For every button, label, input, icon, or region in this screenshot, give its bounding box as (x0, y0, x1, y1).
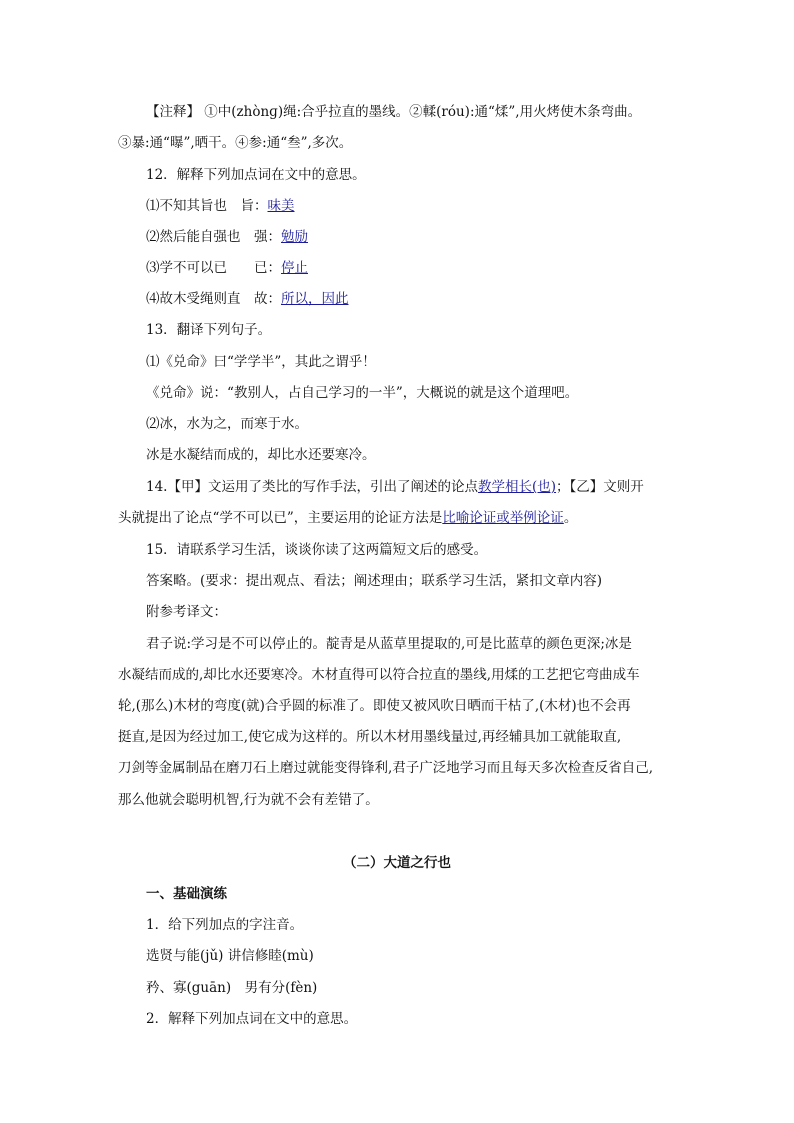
q13-answer-2: 冰是水凝结而成的，却比水还要寒冷。 (146, 447, 376, 463)
s2-q2-title: 2．解释下列加点词在文中的意思。 (146, 1011, 358, 1027)
q15-title: 15．请联系学习生活，谈谈你读了这两篇短文后的感受。 (146, 542, 488, 558)
q12-answer-4: 所以，因此 (281, 291, 349, 307)
note-label: 【注释】 (146, 104, 200, 120)
q15-answer: 答案略。(要求：提出观点、看法；阐述理由；联系学习生活，紧扣文章内容) (146, 573, 603, 589)
section-subtitle: 一、基础演练 (146, 886, 227, 902)
translation-line-6: 那么他就会聪明机智,行为就不会有差错了。 (118, 792, 379, 808)
q12-item-3: ⑶学不可以已 已：停止 (146, 260, 308, 276)
q14-answer-2: 比喻论证或举例论证 (442, 510, 564, 526)
q12-answer-2: 勉励 (281, 229, 308, 245)
translation-line-2: 水凝结而成的,却比水还要寒冷。木材直得可以符合拉直的墨线,用煣的工艺把它弯曲成车 (118, 667, 640, 683)
q12-item-1: ⑴不知其旨也 旨：味美 (146, 198, 295, 214)
q14-line-2: 头就提出了论点“学不可以已”，主要运用的论证方法是比喻论证或举例论证。 (118, 510, 578, 526)
translation-line-4: 挺直,是因为经过加工,使它成为这样的。所以木材用墨线量过,再经辅具加工就能取直, (118, 729, 622, 745)
translation-line-3: 轮,(那么)木材的弯度(就)合乎圆的标准了。即使又被风吹日晒而干枯了,(木材)也不会再 (118, 698, 631, 714)
q13-sentence-1: ⑴《兑命》曰“学学半”，其此之谓乎！ (146, 354, 376, 370)
q12-answer-3: 停止 (281, 260, 308, 276)
q13-title: 13．翻译下列句子。 (146, 322, 272, 338)
s2-q1-line-1: 选贤与能(jǔ) 讲信修睦(mù) (146, 948, 314, 964)
q14-answer-1: 教学相长(也) (477, 479, 557, 495)
note-line-2: ③暴:通“曝”,晒干。④参:通“叁”,多次。 (118, 135, 353, 151)
q13-sentence-2: ⑵冰，水为之，而寒于水。 (146, 416, 308, 432)
s2-q1-title: 1．给下列加点的字注音。 (146, 917, 304, 933)
note-line-1 (146, 102, 641, 122)
q13-answer-1: 《兑命》说：“教别人，占自己学习的一半”，大概说的就是这个道理吧。 (146, 385, 579, 401)
translation-heading: 附参考译文： (146, 604, 227, 620)
q14-line-1: 14.【甲】文运用了类比的写作手法，引出了阐述的论点教学相长(也)；【乙】文则开 (146, 479, 644, 495)
translation-line-5: 刀剑等金属制品在磨刀石上磨过就能变得锋利,君子广泛地学习而且每天多次检查反省自己, (118, 760, 654, 776)
q12-item-4: ⑷故木受绳则直 故：所以，因此 (146, 291, 349, 307)
note-text-1: ①中(zhònɡ)绳:合乎拉直的墨线。②輮(róu):通“煣”,用火烤使木条弯曲。 (200, 104, 642, 120)
s2-q1-line-2: 矜、寡(guān) 男有分(fèn) (146, 980, 318, 996)
q12-title: 12．解释下列加点词在文中的意思。 (146, 167, 366, 183)
translation-line-1: 君子说:学习是不可以停止的。靛青是从蓝草里提取的,可是比蓝草的颜色更深;冰是 (146, 636, 632, 652)
q12-item-2: ⑵然后能自强也 强：勉励 (146, 229, 308, 245)
q12-answer-1: 味美 (267, 198, 295, 214)
section-title: （二）大道之行也 (343, 855, 451, 871)
